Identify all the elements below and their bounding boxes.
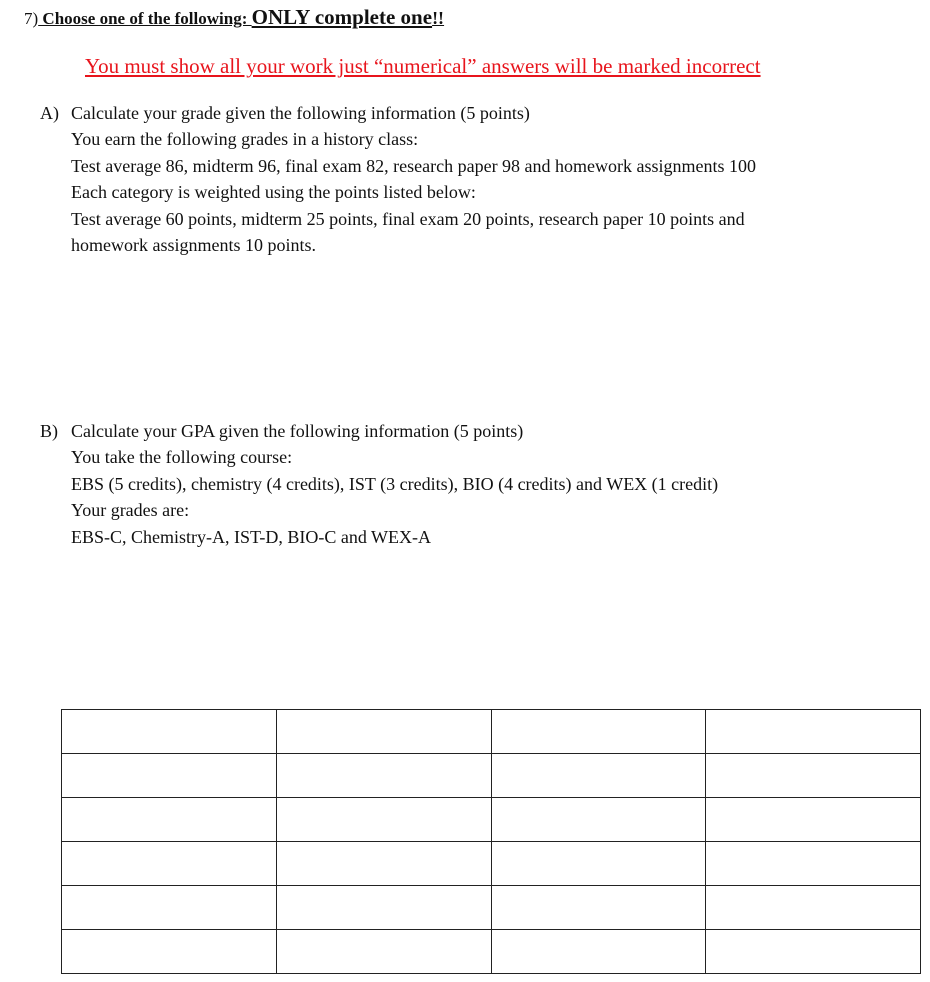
answer-table <box>61 709 921 974</box>
question-b-title: Calculate your GPA given the following information (5 points) <box>71 421 524 441</box>
answer-table-row <box>62 754 921 798</box>
answer-table-cell <box>706 798 921 842</box>
answer-table-row <box>62 710 921 754</box>
answer-table-cell <box>62 798 277 842</box>
answer-table-cell <box>491 842 706 886</box>
question-b-line: Your grades are: <box>71 500 190 520</box>
answer-table-cell <box>491 754 706 798</box>
question-b-line: EBS-C, Chemistry-A, IST-D, BIO-C and WEX-A <box>71 526 431 547</box>
question-a-title: Calculate your grade given the following information (5 points) <box>71 103 530 123</box>
show-work-warning: You must show all your work just “numerical” answers will be marked incorrect <box>85 54 761 78</box>
answer-table-cell <box>276 710 491 754</box>
answer-table-cell <box>62 710 277 754</box>
answer-table-row <box>62 842 921 886</box>
heading-instruction: Choose one of the following: <box>38 9 252 28</box>
question-a-line: You earn the following grades in a history class: <box>71 129 419 149</box>
answer-table-cell <box>62 754 277 798</box>
question-a-letter: A) <box>40 103 59 123</box>
question-a <box>40 100 756 259</box>
answer-table-cell <box>62 930 277 974</box>
question-a-line: Test average 86, midterm 96, final exam 82, research paper 98 and homework assignments 100 <box>71 155 757 176</box>
question-a-line: homework assignments 10 points. <box>71 235 316 255</box>
answer-table-cell <box>491 886 706 930</box>
question-a-line: Test average 60 points, midterm 25 points, final exam 20 points, research paper 10 points and <box>71 208 745 229</box>
question-a-line: Each category is weighted using the points listed below: <box>71 182 476 202</box>
answer-table-row <box>62 886 921 930</box>
answer-table-cell <box>706 710 921 754</box>
answer-table-cell <box>491 710 706 754</box>
answer-table-row <box>62 798 921 842</box>
answer-table-cell <box>276 842 491 886</box>
answer-table-cell <box>276 886 491 930</box>
answer-table-cell <box>276 930 491 974</box>
answer-table-cell <box>706 930 921 974</box>
answer-table-cell <box>491 798 706 842</box>
question-number: 7) <box>24 9 39 28</box>
heading-exclamation: !! <box>432 8 445 28</box>
answer-table-row <box>62 930 921 974</box>
question-heading <box>24 3 444 33</box>
answer-table-cell <box>706 754 921 798</box>
question-b-line: EBS (5 credits), chemistry (4 credits), IST (3 credits), BIO (4 credits) and WEX (1 credit) <box>71 473 719 494</box>
answer-table-cell <box>276 754 491 798</box>
answer-table-cell <box>276 798 491 842</box>
answer-table-cell <box>706 886 921 930</box>
question-b-line: You take the following course: <box>71 447 293 467</box>
heading-emphasis: ONLY complete one <box>251 5 433 29</box>
answer-table-cell <box>62 886 277 930</box>
question-b-letter: B) <box>40 421 58 441</box>
question-b <box>40 418 718 550</box>
answer-table-cell <box>62 842 277 886</box>
answer-table-cell <box>491 930 706 974</box>
answer-table-cell <box>706 842 921 886</box>
